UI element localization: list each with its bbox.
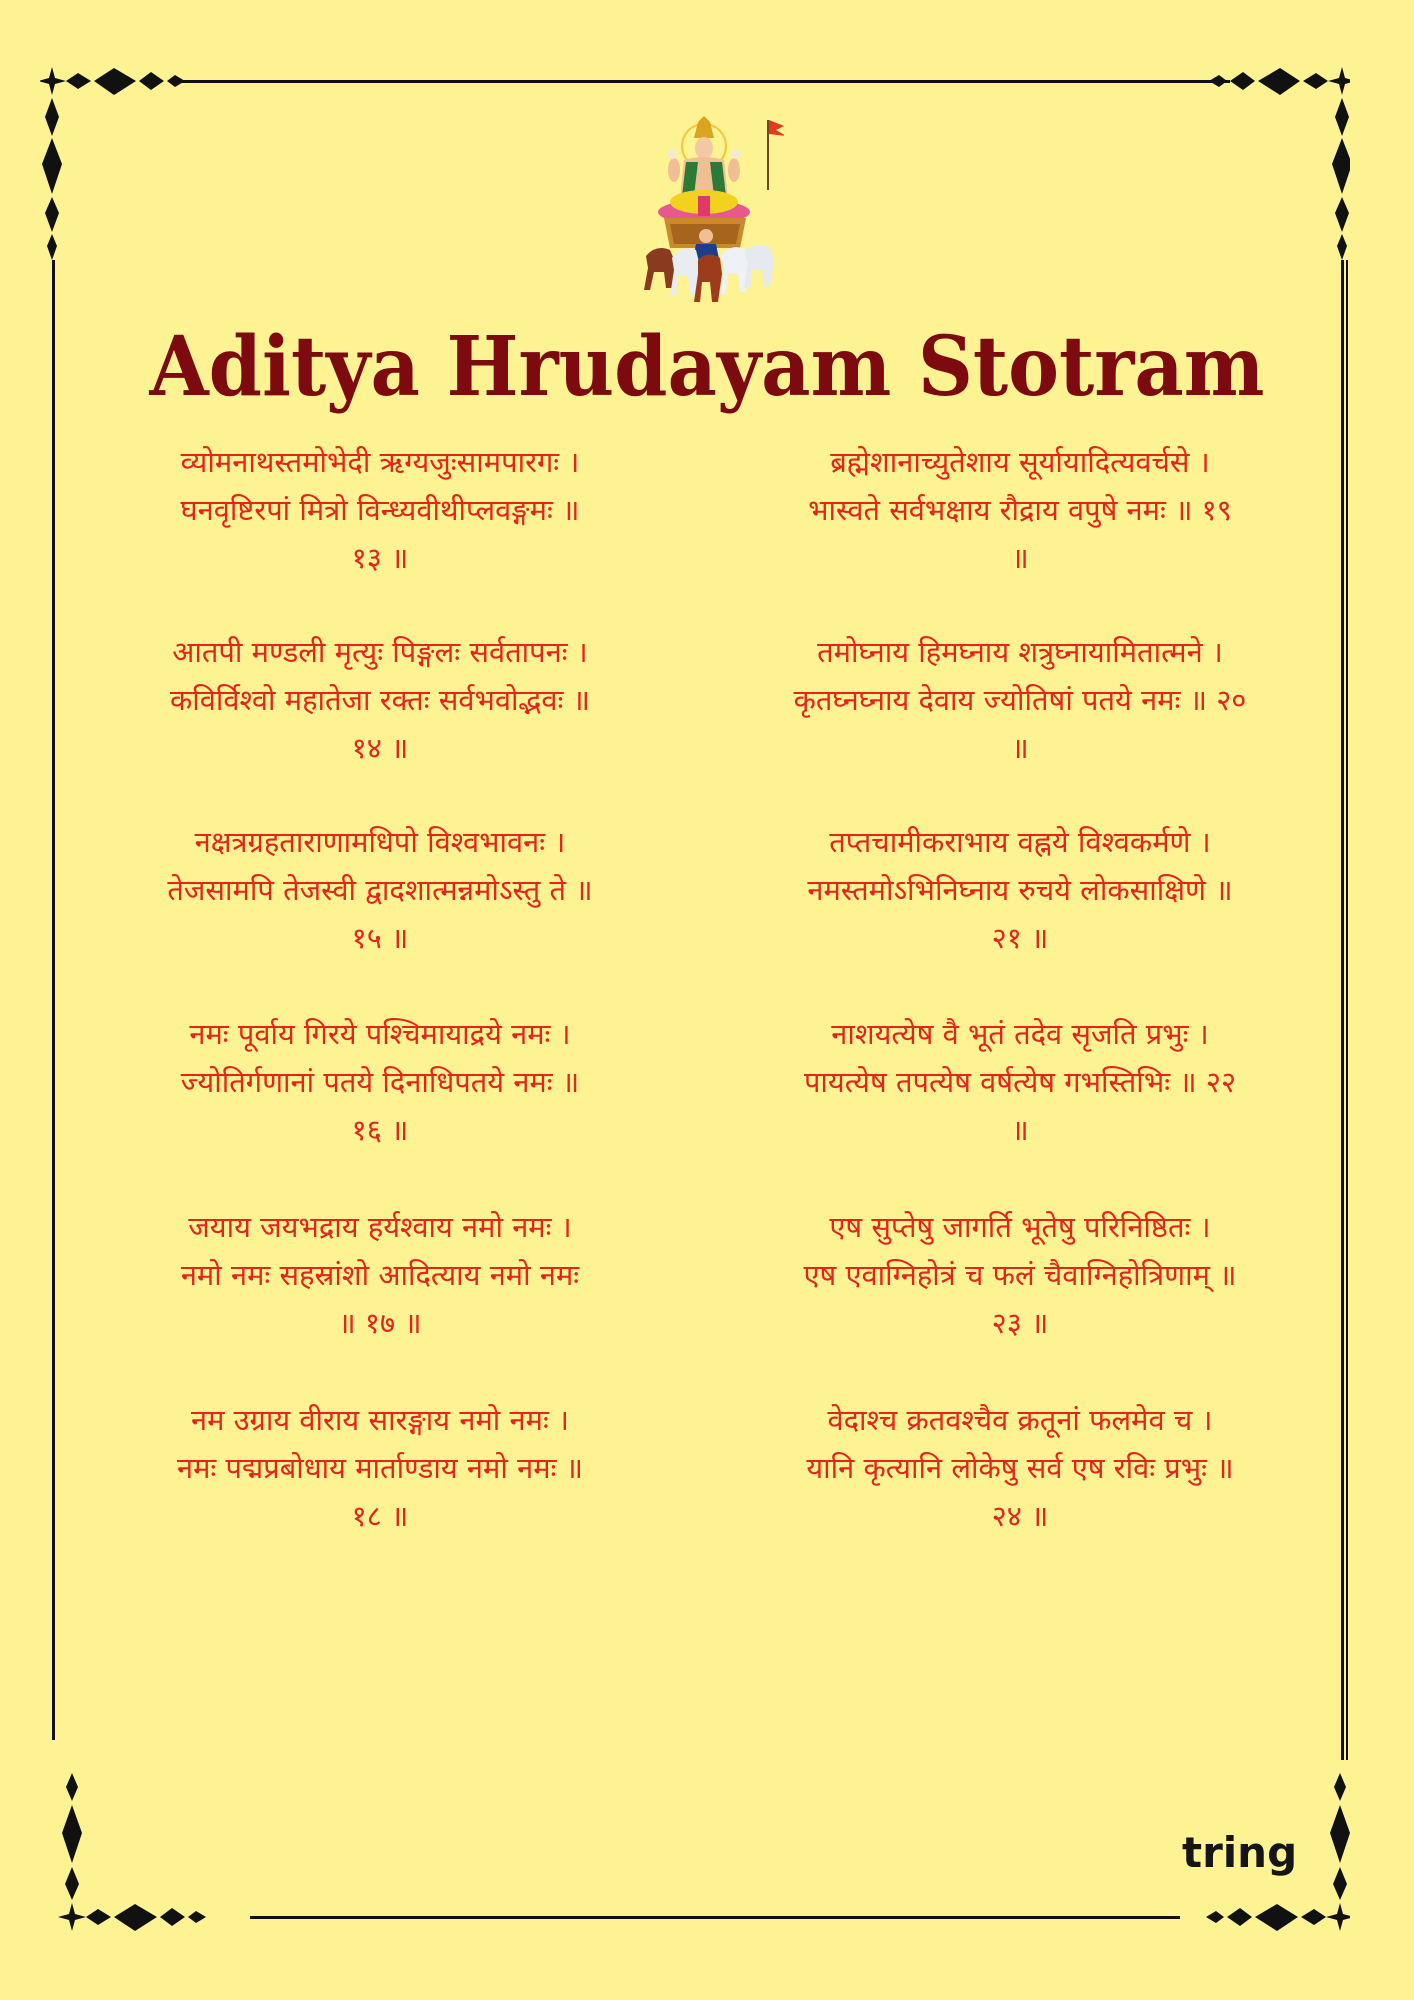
verse-line: तप्तचामीकराभाय वह्नये विश्वकर्मणे । [829, 825, 1211, 859]
verse-number: ॥ १७ ॥ [338, 1306, 422, 1340]
verse-line: नम उग्राय वीराय सारङ्गाय नमो नमः । [190, 1403, 570, 1437]
verse-number: १३ ॥ [351, 541, 409, 575]
verse-line: ब्रह्मेशानाच्युतेशाय सूर्यायादित्यवर्चसे । [830, 445, 1210, 479]
verse-line: नमो नमः सहस्रांशो आदित्याय नमो नमः [180, 1258, 580, 1292]
verse-15 [80, 818, 680, 962]
verse-number: ॥ [1011, 541, 1029, 575]
verse-line: तेजसामपि तेजस्वी द्वादशात्मन्नमोऽस्तु ते ॥ [167, 873, 593, 907]
surya-deity-chariot-image [636, 108, 784, 308]
verse-line: नमः पद्मप्रबोधाय मार्ताण्डाय नमो नमः ॥ [177, 1451, 583, 1485]
verse-21 [700, 818, 1340, 962]
verse-line: जयाय जयभद्राय हर्यश्वाय नमो नमः । [188, 1210, 572, 1244]
border-bottom-line [250, 1916, 1180, 1919]
verse-14 [80, 628, 680, 772]
verse-line: नमः पूर्वाय गिरये पश्चिमायाद्रये नमः । [189, 1017, 571, 1051]
verse-number: १६ ॥ [351, 1113, 409, 1147]
verse-19 [700, 438, 1340, 582]
verse-line: नमस्तमोऽभिनिघ्नाय रुचये लोकसाक्षिणे ॥ [807, 873, 1233, 907]
verse-line: कृतघ्नघ्नाय देवाय ज्योतिषां पतये नमः ॥ २० [793, 683, 1247, 717]
verse-line: वेदाश्च क्रतवश्चैव क्रतूनां फलमेव च । [827, 1403, 1213, 1437]
verse-22 [700, 1010, 1340, 1154]
verse-line: एष एवाग्निहोत्रं च फलं चैवाग्निहोत्रिणाम् ॥ [803, 1258, 1237, 1292]
verse-number: १५ ॥ [351, 921, 409, 955]
tring-logo: tring [1182, 1828, 1298, 1877]
verse-16 [80, 1010, 680, 1154]
verse-line: भास्वते सर्वभक्षाय रौद्राय वपुषे नमः ॥ १९ [808, 493, 1232, 527]
verse-number: २४ ॥ [991, 1499, 1049, 1533]
corner-ornament-bottom-left-icon [40, 1695, 280, 1935]
verse-number: २१ ॥ [991, 921, 1049, 955]
verse-line: कविर्विश्वो महातेजा रक्तः सर्वभवोद्भवः ॥ [170, 683, 590, 717]
verse-number: १८ ॥ [351, 1499, 409, 1533]
verse-number: १४ ॥ [351, 731, 409, 765]
verse-line: नक्षत्रग्रहताराणामधिपो विश्वभावनः । [194, 825, 566, 859]
verse-number: ॥ [1011, 1113, 1029, 1147]
verse-line: ज्योतिर्गणानां पतये दिनाधिपतये नमः ॥ [180, 1065, 580, 1099]
verse-24 [700, 1396, 1340, 1540]
verse-number: ॥ [1011, 731, 1029, 765]
verse-13 [80, 438, 680, 582]
border-right-line [1341, 260, 1344, 1760]
verse-line: व्योमनाथस्तमोभेदी ऋग्यजुःसामपारगः । [180, 445, 580, 479]
corner-ornament-top-left-icon [40, 60, 280, 300]
border-top-line [180, 80, 1230, 83]
verse-line: यानि कृत्यानि लोकेषु सर्व एष रविः प्रभुः ॥ [806, 1451, 1234, 1485]
verse-18 [80, 1396, 680, 1540]
verse-line: पायत्येष तपत्येष वर्षत्येष गभस्तिभिः ॥ २२ [803, 1065, 1237, 1099]
verse-20 [700, 628, 1340, 772]
verse-line: एष सुप्तेषु जागर्ति भूतेषु परिनिष्ठितः । [829, 1210, 1211, 1244]
verse-line: घनवृष्टिरपां मित्रो विन्ध्यवीथीप्लवङ्गमः ॥ [180, 493, 580, 527]
verse-line: नाशयत्येष वै भूतं तदेव सृजति प्रभुः । [831, 1017, 1209, 1051]
verse-line: आतपी मण्डली मृत्युः पिङ्गलः सर्वतापनः । [172, 635, 588, 669]
corner-ornament-top-right-icon [1110, 60, 1350, 300]
verse-17 [80, 1203, 680, 1347]
border-right-inner-line [1346, 260, 1348, 1760]
border-left-line [52, 260, 55, 1740]
verse-number: २३ ॥ [991, 1306, 1049, 1340]
verse-23 [700, 1203, 1340, 1347]
verse-line: तमोघ्नाय हिमघ्नाय शत्रुघ्नायामितात्मने । [817, 635, 1223, 669]
corner-ornament-bottom-right-icon [1110, 1695, 1350, 1935]
page-title: Aditya Hrudayam Stotram [149, 319, 1265, 415]
